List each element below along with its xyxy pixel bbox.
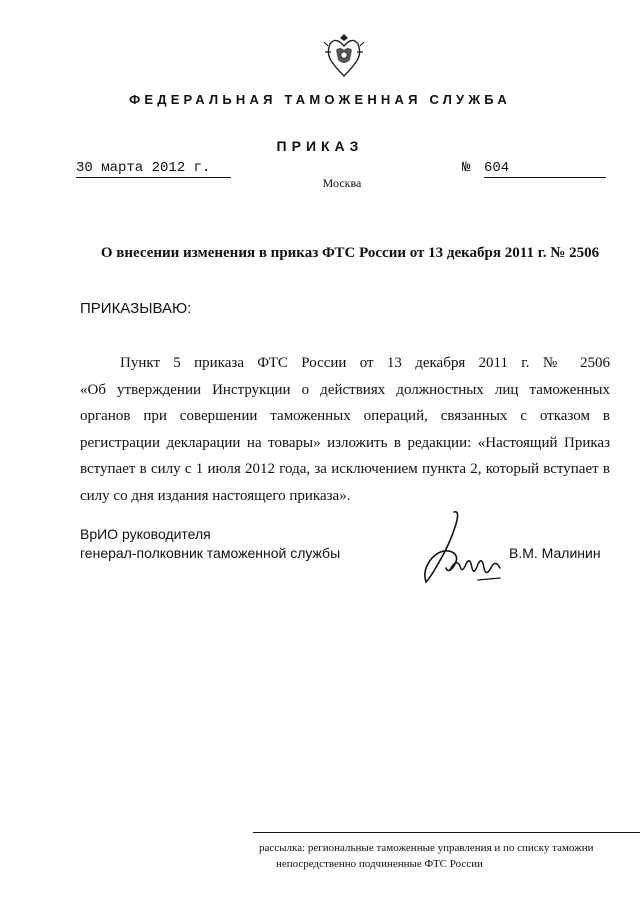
body-line-1: Пункт 5 приказа ФТС России от 13 декабря 2011 г. № 2506 — [120, 355, 610, 371]
distribution-line1: рассылка: региональные таможенные управления и по списку таможни — [259, 842, 594, 854]
body-line-5: вступает в силу с 1 июля 2012 года, за исключением пункта 2, который вступает в — [80, 461, 610, 477]
order-date: 30 марта 2012 г. — [76, 161, 231, 178]
coat-of-arms-emblem — [322, 32, 366, 80]
signatory-name: В.М. Малинин — [509, 545, 601, 561]
document-type: ПРИКАЗ — [276, 138, 364, 154]
body-line-4: регистрации декларации на товары» изложить в редакции: «Настоящий Приказ — [80, 434, 610, 451]
order-body — [80, 350, 610, 509]
signatory-position-line1: ВрИО руководителя — [80, 526, 211, 542]
body-line-6: силу со дня издания настоящего приказа». — [80, 487, 351, 504]
directive: ПРИКАЗЫВАЮ: — [80, 300, 192, 317]
organization-name: ФЕДЕРАЛЬНАЯ ТАМОЖЕННАЯ СЛУЖБА — [129, 92, 511, 107]
signatory-position-line2: генерал-полковник таможенной службы — [80, 545, 341, 561]
distribution-divider — [253, 832, 640, 833]
distribution-line2: непосредственно подчиненные ФТС России — [276, 858, 483, 870]
city: Москва — [322, 176, 362, 190]
order-number-label: № — [462, 160, 471, 176]
body-line-3: органов при совершении таможенных операций, связанных с отказом в — [80, 408, 610, 424]
body-line-2: «Об утверждении Инструкции о действиях должностных лиц таможенных — [80, 381, 610, 398]
handwritten-signature — [416, 508, 504, 592]
order-subject: О внесении изменения в приказ ФТС России от 13 декабря 2011 г. № 2506 — [100, 245, 600, 261]
order-number: 604 — [484, 160, 510, 176]
